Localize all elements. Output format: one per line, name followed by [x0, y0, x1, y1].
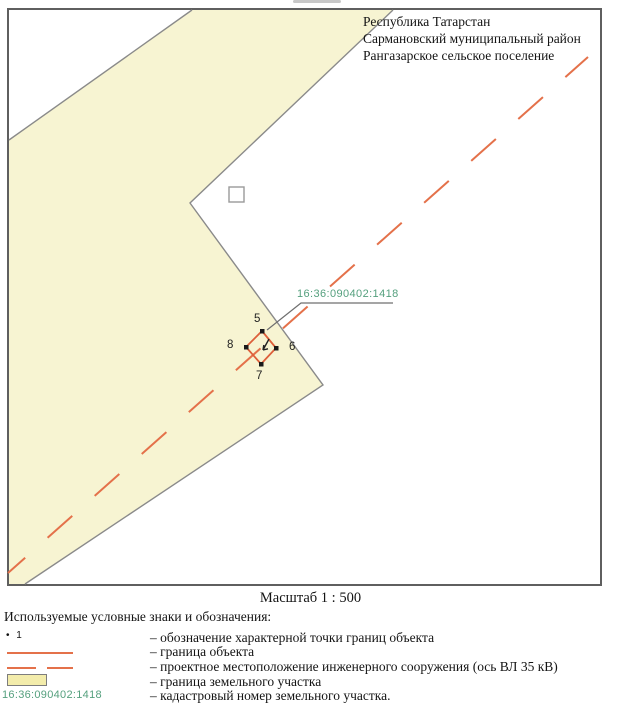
building-symbol: [229, 187, 244, 202]
legend-point-symbol: • 1: [6, 630, 24, 641]
legend-title: Используемые условные знаки и обозначения:: [4, 609, 272, 624]
map-cadastral-number-label: 16:36:090402:1418: [297, 288, 399, 300]
region-line-republic: Республика Татарстан: [363, 14, 491, 29]
point-label-5: 5: [254, 313, 261, 325]
legend-parcel-symbol: [7, 674, 47, 686]
legend-item-parcel-description: – граница земельного участка: [150, 674, 322, 689]
region-header: [363, 13, 598, 64]
region-line-settlement: Рангазарское сельское поселение: [363, 48, 555, 63]
point-label-7: 7: [256, 370, 263, 382]
legend-item-point-description: – обозначение характерной точки границ объекта: [150, 630, 435, 645]
legend-power-line-symbol: [47, 667, 73, 669]
legend-item-powerline-description: – проектное местоположение инженерного сооружения (ось ВЛ 35 кВ): [150, 659, 558, 674]
boundary-point-8: [244, 345, 249, 350]
legend-cadastral-number-symbol: 16:36:090402:1418: [2, 689, 102, 701]
boundary-point-5: [260, 329, 265, 334]
legend-power-line-symbol: [7, 667, 36, 669]
legend-item-object-description: – граница объекта: [150, 644, 255, 659]
boundary-point-7: [259, 362, 264, 367]
scale-caption: Масштаб 1 : 500: [259, 590, 362, 606]
legend-item-cadastral-description: – кадастровый номер земельного участка.: [150, 688, 391, 703]
boundary-point-6: [274, 346, 279, 351]
point-label-8: 8: [227, 339, 234, 351]
region-line-district: Сармановский муниципальный район: [363, 31, 581, 46]
point-label-6: 6: [289, 341, 296, 353]
legend-object-boundary-symbol: [7, 652, 73, 654]
